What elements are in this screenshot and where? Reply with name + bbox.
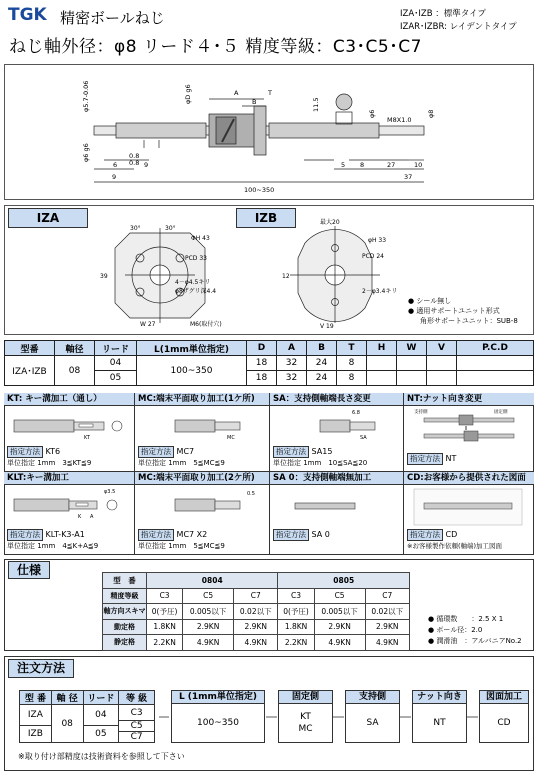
spec-notes	[428, 614, 522, 647]
option-sa-code: SA15	[311, 447, 333, 456]
th-w: W	[397, 341, 427, 356]
order-grade-c7: C7	[119, 732, 155, 743]
order-note: ※取り付け部精度は技術資料を参照して下さい	[18, 752, 185, 761]
spec-grade-2: C5	[183, 588, 234, 604]
spec-group-0805: 0805	[278, 573, 410, 589]
spec-row-clearance: 軸方向スキマ	[103, 604, 147, 620]
option-sa	[270, 393, 404, 472]
r2-d: 18	[247, 371, 277, 386]
dim-a: A	[234, 89, 239, 97]
iza-holes: 4－φ4.5キリ	[175, 279, 211, 286]
spec-grade-6: C7	[365, 588, 409, 604]
option-cd-title: CD:お客様から提供された図面	[404, 472, 534, 485]
order-fixed-mc: MC	[298, 724, 313, 734]
r1-w	[397, 356, 427, 371]
option-kt-dim: KT	[84, 435, 90, 441]
flange-iza-drawing	[95, 218, 245, 333]
dim-27: 27	[387, 161, 396, 169]
izb-h: φH 33	[368, 237, 387, 244]
option-kt-code: KT6	[45, 447, 61, 456]
option-klt-range: 単位指定 1mm 4≦K+A≦9	[7, 542, 99, 550]
izb-note-seal: ● シール無し	[408, 297, 452, 305]
izb-notes	[408, 296, 518, 326]
th-a: A	[277, 341, 307, 356]
dim-b: B	[252, 98, 257, 106]
option-nt-support: 支持側	[414, 410, 428, 415]
r2-a: 32	[277, 371, 307, 386]
order-drawing-val: CD	[497, 718, 511, 728]
option-nt-fixed: 固定側	[494, 410, 508, 415]
option-mc1-code: MC7	[176, 447, 195, 456]
option-mc1-tag: 指定方法	[138, 446, 174, 458]
option-mc2-title: MC:端末平面取り加工(2ケ所)	[135, 472, 269, 485]
option-klt-tag: 指定方法	[7, 529, 43, 541]
iza-angle2: 30°	[165, 225, 176, 232]
iza-w: W 27	[140, 321, 156, 328]
option-mc2-drawing	[135, 485, 267, 527]
th-model: 型番	[5, 341, 55, 356]
spec-cell: 4.9KN	[314, 635, 365, 651]
dim-8: 8	[360, 161, 365, 169]
dim-08b: 0.8	[129, 159, 140, 167]
spec-table	[102, 572, 410, 651]
spec-group-0804: 0804	[147, 573, 278, 589]
cell-lead-05: 05	[95, 371, 137, 386]
spec-cell: 1.8KN	[278, 619, 314, 635]
option-sa-dim: 6.8	[352, 410, 360, 416]
izb-note-support: ● 適用サポートユニット形式	[408, 307, 500, 315]
order-nut-head: ナット向き	[413, 691, 466, 704]
option-klt-k: K	[78, 514, 82, 520]
spec-cell: 4.9KN	[365, 635, 409, 651]
spec-cell: 2.9KN	[183, 619, 234, 635]
type-line-standard: IZA･IZB ：標準タイプ	[400, 9, 486, 19]
type-legend	[400, 8, 517, 34]
option-sa0-drawing	[270, 485, 402, 527]
order-fixed-box	[278, 690, 333, 743]
option-sa0-tag: 指定方法	[273, 529, 309, 541]
option-sa-tag: 指定方法	[273, 446, 309, 458]
order-shaft: 08	[51, 705, 83, 743]
spec-note-ball: ● ボール径：2.0	[428, 626, 483, 634]
order-title: 注文方法	[8, 659, 74, 678]
option-kt-title: KT: キー溝加工（通し）	[4, 393, 134, 406]
option-cd-tag: 指定方法	[407, 529, 443, 541]
spec-grade-label: 精度等級	[103, 588, 147, 604]
option-sa-label: SA	[360, 435, 367, 441]
r1-v	[427, 356, 457, 371]
r1-pcd	[457, 356, 534, 371]
order-th-shaft: 軸 径	[51, 691, 83, 705]
option-kt-range: 単位指定 1mm 3≦KT≦9	[7, 459, 92, 467]
order-fixed-kt: KT	[300, 712, 311, 722]
option-sa-range: 単位指定 1mm 10≦SA≦20	[273, 459, 368, 467]
option-mc2	[135, 472, 270, 555]
order-lead-04: 04	[83, 705, 119, 726]
order-th-model: 型 番	[20, 691, 52, 705]
cell-shaft: 08	[55, 356, 95, 386]
dim-6: 6	[113, 161, 118, 169]
r2-h	[367, 371, 397, 386]
spec-title: 仕様	[8, 561, 50, 579]
option-mc2-tag: 指定方法	[138, 529, 174, 541]
th-h: H	[367, 341, 397, 356]
shaft-drawing	[4, 64, 534, 200]
iza-label: IZA	[8, 208, 88, 228]
r1-b: 24	[307, 356, 337, 371]
th-t: T	[337, 341, 367, 356]
dim-d57: φ5.7-0.06	[82, 80, 90, 112]
iza-counterbore: φ8ザグリ深4.4	[175, 288, 217, 295]
option-sa0-title: SA 0：支持側軸端無加工	[270, 472, 403, 485]
spec-cell: 0.005以下	[183, 604, 234, 620]
option-cd-code: CD	[445, 530, 458, 539]
spec-cell: 0.005以下	[314, 604, 365, 620]
order-code-table	[19, 690, 155, 743]
option-mc2-code: MC7 X2	[176, 530, 208, 539]
dim-length: 100~350	[244, 186, 275, 194]
dim-d10: φD g6	[184, 84, 192, 104]
option-sa-drawing	[270, 406, 402, 444]
dim-t: T	[268, 89, 272, 97]
order-nut-box	[412, 690, 467, 743]
order-model-iza: IZA	[20, 705, 52, 726]
option-sa0-code: SA 0	[311, 530, 330, 539]
th-v: V	[427, 341, 457, 356]
option-nt-title: NT:ナット向き変更	[404, 393, 534, 406]
spec-cell: 2.9KN	[365, 619, 409, 635]
spec-cell: 4.9KN	[183, 635, 234, 651]
th-shaft: 軸径	[55, 341, 95, 356]
spec-col-model: 型 番	[103, 573, 147, 589]
r1-t: 8	[337, 356, 367, 371]
r2-v	[427, 371, 457, 386]
order-support-val: SA	[366, 718, 379, 728]
option-mc2-dim: 0.5	[247, 491, 255, 497]
option-kt-drawing	[4, 406, 132, 444]
r2-pcd	[457, 371, 534, 386]
option-mc1-title: MC:端末平面取り加工(1ケ所)	[135, 393, 269, 406]
order-fixed-head: 固定側	[279, 691, 332, 704]
izb-v: V 19	[320, 323, 334, 330]
th-b: B	[307, 341, 337, 356]
order-drawing-head: 図面加工	[480, 691, 528, 704]
th-d: D	[247, 341, 277, 356]
izb-12: 12	[282, 273, 290, 280]
spec-row-dynamic: 動定格	[103, 619, 147, 635]
dim-5: 5	[341, 161, 346, 169]
iza-v: 39	[100, 273, 108, 280]
r2-b: 24	[307, 371, 337, 386]
option-klt-title: KLT:キー溝加工	[4, 472, 134, 485]
spec-cell: 2.2KN	[278, 635, 314, 651]
dim-thread: M8X1.0	[387, 116, 412, 124]
izb-max: 最大20	[320, 219, 340, 226]
r2-t: 8	[337, 371, 367, 386]
spec-grade-1: C3	[147, 588, 183, 604]
order-drawing-box	[479, 690, 529, 743]
dimension-table	[4, 340, 534, 386]
spec-grade-4: C3	[278, 588, 314, 604]
option-mc1-range: 単位指定 1mm 5≦MC≦9	[138, 459, 225, 467]
r1-a: 32	[277, 356, 307, 371]
spec-cell: 2.2KN	[147, 635, 183, 651]
spec-cell: 2.9KN	[234, 619, 278, 635]
izb-pcd: PCD 24	[362, 253, 384, 260]
order-grade-c3: C3	[119, 705, 155, 721]
spec-grade-5: C5	[314, 588, 365, 604]
option-klt	[4, 472, 135, 555]
option-klt-drawing	[4, 485, 132, 527]
order-length-box	[171, 690, 265, 743]
order-length-head: L (1mm単位指定)	[172, 691, 264, 704]
order-support-head: 支持側	[346, 691, 399, 704]
option-cd-drawing	[404, 485, 532, 527]
th-lead: リード	[95, 341, 137, 356]
option-mc1-dim: MC	[227, 435, 235, 441]
spec-cell: 4.9KN	[234, 635, 278, 651]
dim-9b: 9	[112, 173, 117, 181]
izb-note-support-model: 角形サポートユニット：SUB-8	[420, 317, 518, 325]
th-pcd: P.C.D	[457, 341, 534, 356]
dim-d6g6: φ6 g6	[82, 143, 90, 162]
option-cd	[404, 472, 534, 555]
spec-grade-3: C7	[234, 588, 278, 604]
order-support-box	[345, 690, 400, 743]
option-sa0	[270, 472, 404, 555]
option-kt-tag: 指定方法	[7, 446, 43, 458]
spec-note-circuits: ● 循環数 ：2.5 X 1	[428, 615, 504, 623]
order-grade-c5: C5	[119, 721, 155, 732]
th-length: L(1mm単位指定)	[137, 341, 247, 356]
dim-d8: φ8	[427, 109, 435, 118]
order-th-grade: 等 級	[119, 691, 155, 705]
option-cd-range: ※お客様製作依頼(軸端)加工図面	[407, 542, 503, 550]
option-klt-dim: φ3.5	[104, 489, 116, 495]
option-kt	[4, 393, 135, 472]
r2-w	[397, 371, 427, 386]
brand-logo: TGK	[8, 5, 47, 25]
spec-cell: 1.8KN	[147, 619, 183, 635]
option-nt	[404, 393, 534, 472]
dim-115: 11.5	[312, 97, 320, 112]
dim-08a: 0.8	[129, 152, 140, 160]
spec-cell: 2.9KN	[314, 619, 365, 635]
type-line-raydent: IZAR･IZBR: レイデントタイプ	[400, 22, 517, 32]
order-lead-05: 05	[83, 726, 119, 743]
spec-row-static: 静定格	[103, 635, 147, 651]
order-model-izb: IZB	[20, 726, 52, 743]
dim-9a: 9	[144, 161, 149, 169]
flange-izb-drawing	[280, 218, 410, 333]
order-length-val: 100~350	[197, 718, 239, 728]
spec-note-lube: ● 潤滑油 ：アルバニアNo.2	[428, 637, 522, 645]
izb-holes: 2－φ3.4キリ	[362, 288, 398, 295]
option-klt-code: KLT-K3-A1	[45, 530, 85, 539]
product-subtitle: ねじ軸外径：φ8 リード４･５ 精度等級：C3･C5･C7	[9, 37, 422, 57]
product-title: 精密ボールねじ	[60, 9, 165, 27]
izb-label: IZB	[236, 208, 296, 228]
option-nt-tag: 指定方法	[407, 453, 443, 465]
option-sa-title: SA：支持側軸端長さ変更	[270, 393, 403, 406]
option-nt-drawing	[404, 406, 532, 451]
r1-d: 18	[247, 356, 277, 371]
cell-lead-04: 04	[95, 356, 137, 371]
spec-cell: 0.02以下	[365, 604, 409, 620]
r1-h	[367, 356, 397, 371]
iza-h: ΦH 43	[191, 235, 210, 242]
option-mc2-range: 単位指定 1mm 5≦MC≦9	[138, 542, 225, 550]
order-nut-val: NT	[433, 718, 446, 728]
dim-d6: φ6	[368, 109, 376, 118]
spec-cell: 0(予圧)	[278, 604, 314, 620]
dim-37: 37	[404, 173, 413, 181]
order-th-lead: リード	[83, 691, 119, 705]
option-mc1	[135, 393, 270, 472]
option-nt-code: NT	[445, 454, 457, 463]
iza-pcd: PCD 33	[185, 255, 207, 262]
dim-10: 10	[414, 161, 423, 169]
spec-cell: 0.02以下	[234, 604, 278, 620]
iza-m6: M6(取付穴)	[190, 321, 222, 328]
cell-model: IZA･IZB	[5, 356, 55, 386]
cell-length: 100~350	[137, 356, 247, 386]
spec-cell: 0(予圧)	[147, 604, 183, 620]
iza-angle1: 30°	[130, 225, 141, 232]
option-klt-a: A	[90, 514, 94, 520]
option-mc1-drawing	[135, 406, 267, 444]
